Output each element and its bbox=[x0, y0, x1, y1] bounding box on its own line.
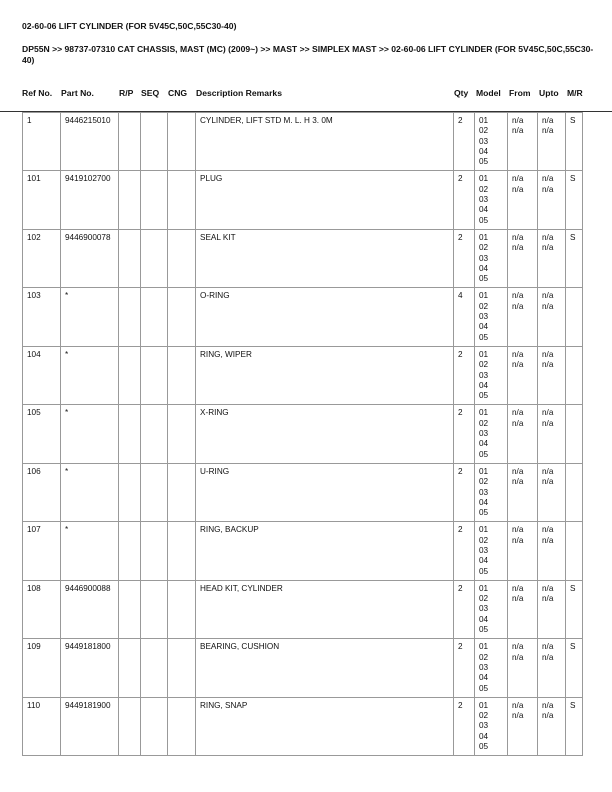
cell-ref: 109 bbox=[23, 639, 61, 697]
cell-desc: RING, SNAP bbox=[196, 697, 454, 755]
cell-mr: S bbox=[566, 113, 583, 171]
column-header: Ref No. bbox=[22, 88, 53, 98]
cell-ref: 1 bbox=[23, 113, 61, 171]
table-row bbox=[23, 288, 583, 346]
cell-ref: 106 bbox=[23, 463, 61, 521]
cell-qty: 2 bbox=[454, 522, 475, 580]
cell-ref: 110 bbox=[23, 697, 61, 755]
cell-from: n/a n/a bbox=[508, 113, 538, 171]
cell-from: n/a n/a bbox=[508, 522, 538, 580]
column-header: M/R bbox=[567, 88, 583, 98]
breadcrumb: DP55N >> 98737-07310 CAT CHASSIS, MAST (MC) (2009~) >> MAST >> SIMPLEX MAST >> 02-60-06 LIFT CYLINDER (FOR 5V45C,50C,55C30-40) bbox=[22, 44, 594, 65]
table-row bbox=[23, 346, 583, 404]
cell-qty: 2 bbox=[454, 697, 475, 755]
cell-seq bbox=[141, 113, 168, 171]
cell-upto: n/a n/a bbox=[538, 288, 566, 346]
column-header: Description Remarks bbox=[196, 88, 282, 98]
cell-cng bbox=[168, 171, 196, 229]
cell-model: 01 02 03 04 05 bbox=[475, 580, 508, 638]
cell-from: n/a n/a bbox=[508, 288, 538, 346]
cell-rp bbox=[119, 346, 141, 404]
cell-ref: 107 bbox=[23, 522, 61, 580]
cell-model: 01 02 03 04 05 bbox=[475, 522, 508, 580]
table-row bbox=[23, 113, 583, 171]
cell-desc: SEAL KIT bbox=[196, 229, 454, 287]
cell-cng bbox=[168, 463, 196, 521]
cell-upto: n/a n/a bbox=[538, 580, 566, 638]
cell-mr bbox=[566, 463, 583, 521]
cell-seq bbox=[141, 463, 168, 521]
cell-model: 01 02 03 04 05 bbox=[475, 229, 508, 287]
cell-rp bbox=[119, 522, 141, 580]
cell-from: n/a n/a bbox=[508, 171, 538, 229]
cell-ref: 102 bbox=[23, 229, 61, 287]
cell-mr: S bbox=[566, 229, 583, 287]
cell-desc: O-RING bbox=[196, 288, 454, 346]
cell-from: n/a n/a bbox=[508, 697, 538, 755]
table-row bbox=[23, 229, 583, 287]
cell-cng bbox=[168, 639, 196, 697]
cell-desc: U-RING bbox=[196, 463, 454, 521]
cell-seq bbox=[141, 288, 168, 346]
cell-upto: n/a n/a bbox=[538, 697, 566, 755]
cell-model: 01 02 03 04 05 bbox=[475, 171, 508, 229]
cell-cng bbox=[168, 405, 196, 463]
column-header: SEQ bbox=[141, 88, 160, 98]
cell-ref: 101 bbox=[23, 171, 61, 229]
cell-cng bbox=[168, 229, 196, 287]
cell-cng bbox=[168, 288, 196, 346]
cell-mr bbox=[566, 405, 583, 463]
cell-seq bbox=[141, 229, 168, 287]
cell-ref: 108 bbox=[23, 580, 61, 638]
cell-part: 9419102700 bbox=[61, 171, 119, 229]
cell-upto: n/a n/a bbox=[538, 405, 566, 463]
cell-mr: S bbox=[566, 171, 583, 229]
cell-qty: 2 bbox=[454, 229, 475, 287]
cell-cng bbox=[168, 697, 196, 755]
cell-mr: S bbox=[566, 580, 583, 638]
cell-desc: HEAD KIT, CYLINDER bbox=[196, 580, 454, 638]
column-header: From bbox=[509, 88, 531, 98]
cell-model: 01 02 03 04 05 bbox=[475, 639, 508, 697]
cell-from: n/a n/a bbox=[508, 639, 538, 697]
column-header: CNG bbox=[168, 88, 188, 98]
cell-rp bbox=[119, 639, 141, 697]
column-header: Upto bbox=[539, 88, 559, 98]
cell-model: 01 02 03 04 05 bbox=[475, 405, 508, 463]
column-header: Part No. bbox=[61, 88, 94, 98]
cell-seq bbox=[141, 522, 168, 580]
cell-ref: 105 bbox=[23, 405, 61, 463]
cell-qty: 2 bbox=[454, 346, 475, 404]
table-row bbox=[23, 697, 583, 755]
cell-desc: RING, BACKUP bbox=[196, 522, 454, 580]
table-row bbox=[23, 639, 583, 697]
cell-qty: 2 bbox=[454, 580, 475, 638]
column-header: R/P bbox=[119, 88, 134, 98]
cell-mr bbox=[566, 346, 583, 404]
table-row bbox=[23, 463, 583, 521]
cell-part: 9446900078 bbox=[61, 229, 119, 287]
cell-cng bbox=[168, 522, 196, 580]
cell-part: * bbox=[61, 346, 119, 404]
cell-rp bbox=[119, 580, 141, 638]
cell-part: * bbox=[61, 288, 119, 346]
cell-qty: 2 bbox=[454, 639, 475, 697]
cell-ref: 104 bbox=[23, 346, 61, 404]
cell-upto: n/a n/a bbox=[538, 463, 566, 521]
cell-upto: n/a n/a bbox=[538, 346, 566, 404]
cell-rp bbox=[119, 405, 141, 463]
cell-rp bbox=[119, 171, 141, 229]
cell-mr bbox=[566, 522, 583, 580]
cell-part: 9449181800 bbox=[61, 639, 119, 697]
table-row bbox=[23, 405, 583, 463]
cell-desc: BEARING, CUSHION bbox=[196, 639, 454, 697]
cell-model: 01 02 03 04 05 bbox=[475, 697, 508, 755]
cell-seq bbox=[141, 171, 168, 229]
cell-desc: X-RING bbox=[196, 405, 454, 463]
cell-mr bbox=[566, 288, 583, 346]
cell-part: * bbox=[61, 405, 119, 463]
cell-rp bbox=[119, 113, 141, 171]
cell-part: 9446215010 bbox=[61, 113, 119, 171]
cell-rp bbox=[119, 697, 141, 755]
cell-from: n/a n/a bbox=[508, 463, 538, 521]
page-title: 02-60-06 LIFT CYLINDER (FOR 5V45C,50C,55C30-40) bbox=[22, 21, 237, 31]
cell-qty: 2 bbox=[454, 405, 475, 463]
cell-from: n/a n/a bbox=[508, 405, 538, 463]
cell-desc: CYLINDER, LIFT STD M. L. H 3. 0M bbox=[196, 113, 454, 171]
cell-seq bbox=[141, 697, 168, 755]
cell-model: 01 02 03 04 05 bbox=[475, 463, 508, 521]
cell-from: n/a n/a bbox=[508, 580, 538, 638]
cell-from: n/a n/a bbox=[508, 229, 538, 287]
cell-qty: 2 bbox=[454, 113, 475, 171]
parts-table bbox=[22, 112, 583, 756]
cell-qty: 4 bbox=[454, 288, 475, 346]
cell-mr: S bbox=[566, 697, 583, 755]
cell-rp bbox=[119, 288, 141, 346]
column-header: Model bbox=[476, 88, 501, 98]
cell-part: 9446900088 bbox=[61, 580, 119, 638]
cell-part: * bbox=[61, 463, 119, 521]
cell-qty: 2 bbox=[454, 171, 475, 229]
cell-model: 01 02 03 04 05 bbox=[475, 113, 508, 171]
cell-desc: PLUG bbox=[196, 171, 454, 229]
cell-part: 9449181900 bbox=[61, 697, 119, 755]
cell-upto: n/a n/a bbox=[538, 113, 566, 171]
cell-cng bbox=[168, 580, 196, 638]
cell-qty: 2 bbox=[454, 463, 475, 521]
table-row bbox=[23, 580, 583, 638]
cell-cng bbox=[168, 346, 196, 404]
cell-seq bbox=[141, 580, 168, 638]
cell-rp bbox=[119, 229, 141, 287]
cell-upto: n/a n/a bbox=[538, 171, 566, 229]
cell-mr: S bbox=[566, 639, 583, 697]
cell-ref: 103 bbox=[23, 288, 61, 346]
cell-part: * bbox=[61, 522, 119, 580]
table-row bbox=[23, 171, 583, 229]
cell-desc: RING, WIPER bbox=[196, 346, 454, 404]
cell-seq bbox=[141, 346, 168, 404]
cell-upto: n/a n/a bbox=[538, 522, 566, 580]
cell-upto: n/a n/a bbox=[538, 229, 566, 287]
column-header: Qty bbox=[454, 88, 469, 98]
cell-upto: n/a n/a bbox=[538, 639, 566, 697]
cell-model: 01 02 03 04 05 bbox=[475, 288, 508, 346]
cell-seq bbox=[141, 405, 168, 463]
cell-cng bbox=[168, 113, 196, 171]
cell-rp bbox=[119, 463, 141, 521]
table-row bbox=[23, 522, 583, 580]
cell-seq bbox=[141, 639, 168, 697]
cell-from: n/a n/a bbox=[508, 346, 538, 404]
cell-model: 01 02 03 04 05 bbox=[475, 346, 508, 404]
